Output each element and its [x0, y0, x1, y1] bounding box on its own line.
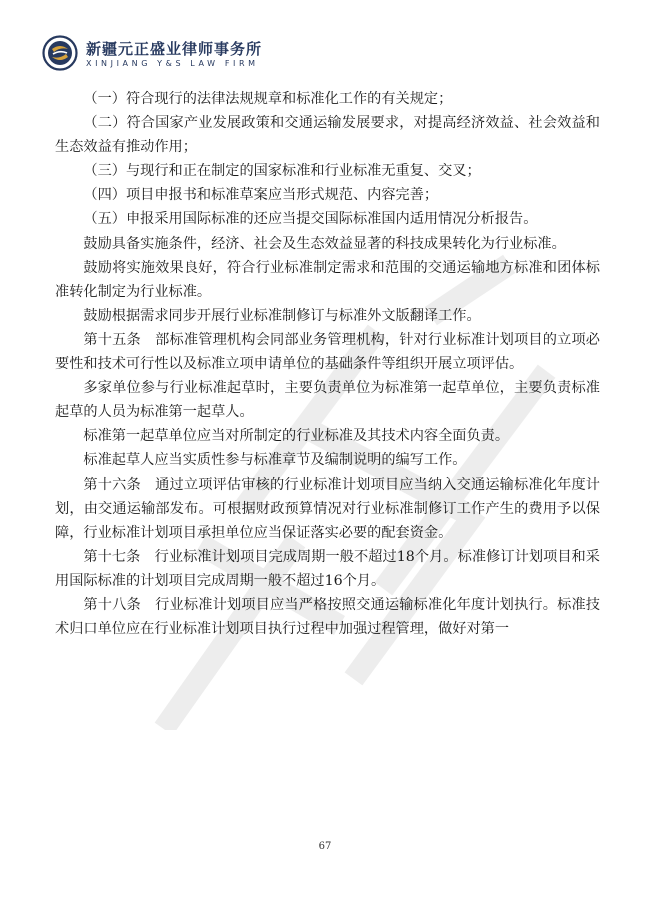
- paragraph: （二）符合国家产业发展政策和交通运输发展要求，对提高经济效益、社会效益和生态效益有推动作用；: [55, 115, 600, 156]
- paragraph: （一）符合现行的法律法规规章和标准化工作的有关规定；: [83, 91, 453, 107]
- article-paragraph: 第十七条 行业标准计划项目完成周期一般不超过18个月。标准修订计划项目和采用国际标准的计划项目完成周期一般不超过16个月。: [55, 548, 600, 589]
- firm-name-chinese: 新疆元正盛业律师事务所: [86, 40, 263, 58]
- firm-logo-icon: [42, 35, 78, 71]
- paragraph: 鼓励具备实施条件，经济、社会及生态效益显著的科技成果转化为行业标准。: [83, 235, 566, 252]
- paragraph: 鼓励将实施效果良好，符合行业标准制定需求和范围的交通运输地方标准和团体标准转化制定为行业标准。: [55, 259, 600, 300]
- paragraph: 标准第一起草单位应当对所制定的行业标准及其技术内容全面负责。: [83, 428, 510, 445]
- document-body: [55, 87, 600, 641]
- paragraph: 标准起草人应当实质性参与标准章节及编制说明的编写工作。: [83, 452, 467, 469]
- page-header: [42, 33, 602, 77]
- paragraph: （四）项目申报书和标准草案应当形式规范、内容完善；: [83, 187, 439, 204]
- page-number: 67: [318, 841, 332, 852]
- article-paragraph: 第十五条 部标准管理机构会同部业务管理机构，针对行业标准计划项目的立项必要性和技术可行性以及标准立项申请单位的基础条件等组织开展立项评估。: [55, 331, 600, 373]
- firm-name-english: XINJIANG Y&S LAW FIRM: [86, 59, 259, 68]
- paragraph: 鼓励根据需求同步开展行业标准制修订与标准外文版翻译工作。: [83, 307, 481, 324]
- paragraph: 多家单位参与行业标准起草时，主要负责单位为标准第一起草单位，主要负责标准起草的人员为标准第一起草人。: [55, 380, 600, 421]
- paragraph: （三）与现行和正在制定的国家标准和行业标准无重复、交叉；: [83, 163, 481, 180]
- article-paragraph: 第十八条 行业标准计划项目应当严格按照交通运输标准化年度计划执行。标准技术归口单位应在行业标准计划项目执行过程中加强过程管理，做好对第一: [55, 596, 600, 638]
- article-paragraph: 第十六条 通过立项评估审核的行业标准计划项目应当纳入交通运输标准化年度计划，由交通运输部发布。可根据财政预算情况对行业标准制修订工作产生的费用予以保障，行业标准计划项目承担单位应当保证落实必要的配套资金。: [55, 476, 600, 541]
- paragraph: （五）申报采用国际标准的还应当提交国际标准国内适用情况分析报告。: [83, 211, 538, 228]
